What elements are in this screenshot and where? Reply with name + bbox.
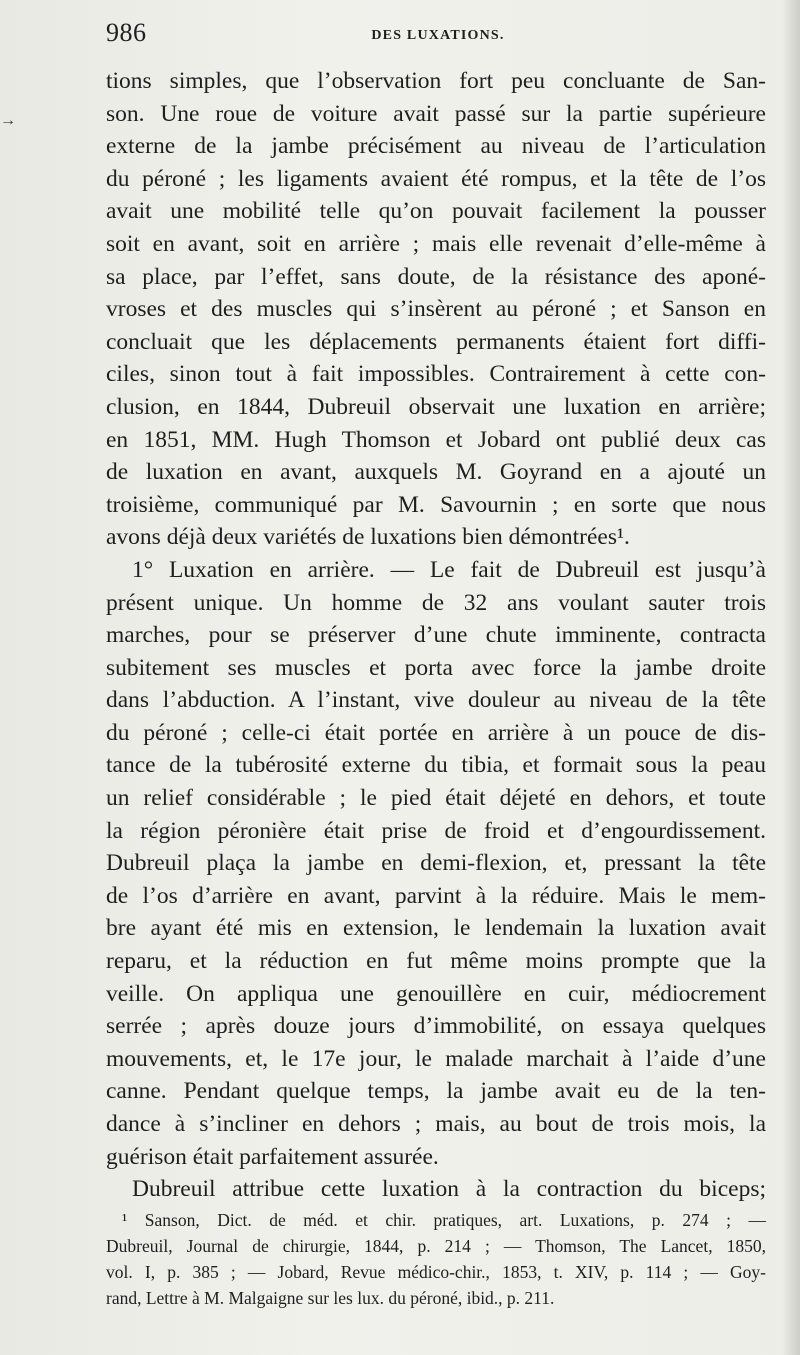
body-line: guérison était parfaitement assurée. xyxy=(106,1143,439,1170)
body-line: tance de la tubérosité externe du tibia, et formait sous la peau xyxy=(106,752,766,779)
running-head: DES LUXATIONS. xyxy=(371,28,505,43)
body-line: mouvements, et, le 17e jour, le malade marchait à l’aide d’une xyxy=(106,1045,766,1072)
body-line: veille. On appliqua une genouillère en cuir, médiocrement xyxy=(106,980,766,1007)
body-line: 1° Luxation en arrière. — Le fait de Dubreuil est jusqu’à xyxy=(132,556,766,583)
footnote-line: rand, Lettre à M. Malgaigne sur les lux. du péroné, ibid., p. 211. xyxy=(106,1288,555,1308)
footnote-line: Dubreuil, Journal de chirurgie, 1844, p. 214 ; — Thomson, The Lancet, 1850, xyxy=(106,1236,766,1256)
body-line: la région péronière était prise de froid et d’engourdissement. xyxy=(106,817,766,844)
body-line: troisième, communiqué par M. Savournin ; en sorte que nous xyxy=(106,491,766,518)
page-edge-shadow xyxy=(782,0,800,1355)
body-line: canne. Pendant quelque temps, la jambe avait eu de la ten- xyxy=(106,1078,766,1105)
body-line: dance à s’incliner en dehors ; mais, au bout de trois mois, la xyxy=(106,1111,766,1137)
margin-mark: → xyxy=(0,112,16,129)
body-line: marches, pour se préserver d’une chute imminente, contracta xyxy=(106,622,766,649)
body-line: sa place, par l’effet, sans doute, de la résistance des aponé- xyxy=(106,263,766,290)
body-line: serrée ; après douze jours d’immobilité, on essaya quelques xyxy=(106,1013,766,1040)
body-line: un relief considérable ; le pied était déjeté en dehors, et toute xyxy=(106,785,766,812)
body-text xyxy=(106,65,766,1206)
body-line: subitement ses muscles et porta avec force la jambe droite xyxy=(106,654,766,681)
body-line: dans l’abduction. A l’instant, vive douleur au niveau de la tête xyxy=(106,687,766,714)
body-line: concluait que les déplacements permanents étaient fort diffi- xyxy=(106,328,766,355)
body-line: Dubreuil plaça la jambe en demi-flexion, et, pressant la tête xyxy=(106,850,766,877)
page-number: 986 xyxy=(106,18,147,47)
body-line: du péroné ; les ligaments avaient été rompus, et la tête de l’os xyxy=(106,165,766,192)
body-line: en 1851, MM. Hugh Thomson et Jobard ont publié deux cas xyxy=(106,426,766,453)
body-line: de luxation en avant, auxquels M. Goyrand en a ajouté un xyxy=(106,459,766,486)
body-line: reparu, et la réduction en fut même moins prompte que la xyxy=(106,948,766,975)
footnote-line: ¹ Sanson, Dict. de méd. et chir. pratiques, art. Luxations, p. 274 ; — xyxy=(122,1210,766,1230)
body-line: Dubreuil attribue cette luxation à la contraction du biceps; xyxy=(132,1176,766,1203)
body-line: du péroné ; celle-ci était portée en arrière à un pouce de dis- xyxy=(106,719,766,746)
body-line: soit en avant, soit en arrière ; mais elle revenait d’elle-même à xyxy=(106,230,766,257)
footnotes xyxy=(106,1207,766,1311)
body-line: tions simples, que l’observation fort peu concluante de San- xyxy=(106,68,766,94)
page-header xyxy=(106,18,770,52)
body-line: son. Une roue de voiture avait passé sur la partie supérieure xyxy=(106,100,766,127)
footnote-line: vol. I, p. 385 ; — Jobard, Revue médico-chir., 1853, t. XIV, p. 114 ; — Goy- xyxy=(106,1262,766,1282)
body-line: externe de la jambe précisément au niveau de l’articulation xyxy=(106,133,766,160)
body-line: avait une mobilité telle qu’on pouvait facilement la pousser xyxy=(106,198,766,225)
body-line: de l’os d’arrière en avant, parvint à la réduire. Mais le mem- xyxy=(106,882,766,909)
body-line: présent unique. Un homme de 32 ans voulant sauter trois xyxy=(106,589,766,616)
body-line: clusion, en 1844, Dubreuil observait une luxation en arrière; xyxy=(106,393,766,420)
body-line: bre ayant été mis en extension, le lendemain la luxation avait xyxy=(106,915,766,942)
body-line: ciles, sinon tout à fait impossibles. Contrairement à cette con- xyxy=(106,361,766,388)
body-line: avons déjà deux variétés de luxations bien démontrées¹. xyxy=(106,524,630,551)
body-line: vroses et des muscles qui s’insèrent au péroné ; et Sanson en xyxy=(106,296,766,323)
